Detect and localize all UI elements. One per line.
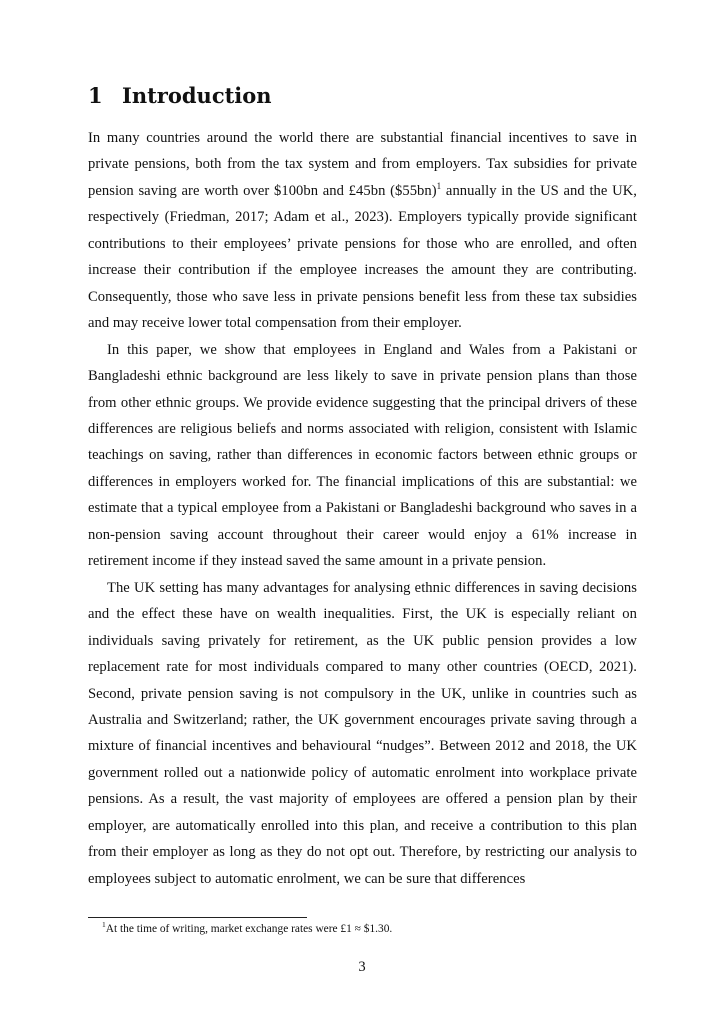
footnote [88, 921, 637, 937]
footnote-text: At the time of writing, market exchange rates were £1 ≈ $1.30. [105, 923, 393, 935]
paragraph-1-text-start: In many countries around the world there are substantial financial incentives to save in private pensions, both from the tax system and from employers. Tax subsidies for private pension saving are worth over $100bn and £45bn ($55bn) [88, 130, 637, 199]
footnote-number: 1 [102, 920, 106, 930]
footnote-rule [88, 917, 307, 918]
paragraph-2: In this paper, we show that employees in England and Wales from a Pakistani or Bangladeshi ethnic background are less likely to save in private pension plans than those from other ethnic groups. We provide evidence suggesting that the principal drivers of these differences are religious beliefs and norms associated with religion, consistent with Islamic teachings on saving, rather than differences in economic factors between ethnic groups or differences in employers worked for. The financial implications of this are substantial: we estimate that a typical employee from a Pakistani or Bangladeshi background who saves in a non-pension saving account throughout their career would enjoy a 61% increase in retirement income if they instead saved the same amount in a private pension. [88, 341, 637, 570]
footnote-marker: 1 [436, 181, 442, 192]
section-number: 1 [88, 83, 103, 108]
paragraph-3: The UK setting has many advantages for analysing ethnic differences in saving decisions and the effect these have on wealth inequalities. First, the UK is especially reliant on individuals saving privately for retirement, as the UK public pension provides a low replacement rate for most individuals compared to many other countries (OECD, 2021). Second, private pension saving is not compulsory in the UK, unlike in countries such as Australia and Switzerland; rather, the UK government encourages private saving through a mixture of financial incentives and behavioural “nudges”. Between 2012 and 2018, the UK government rolled out a nationwide policy of automatic enrolment into workplace private pensions. As a result, the vast majority of employees are offered a pension plan by their employer, are automatically enrolled into this plan, and receive a contribution to this plan from their employer as long as they do not opt out. Therefore, by restricting our analysis to employees subject to automatic enrolment, we can be sure that differences [88, 579, 637, 887]
section-heading [88, 82, 272, 110]
paragraph-1-text-end: annually in the US and the UK, respectively (Friedman, 2017; Adam et al., 2023). Employers typically provide significant contributions to their employees’ private pensions for those who are enrolled, and often increase their contribution if the employee increases the amount they are contributing. Consequently, those who save less in private pensions benefit less from these tax subsidies and may receive lower total compensation from their employer. [88, 182, 637, 332]
section-title: Introduction [122, 83, 272, 108]
page-number: 3 [358, 959, 366, 975]
paragraph-1 [88, 125, 637, 337]
body-text [88, 125, 637, 892]
